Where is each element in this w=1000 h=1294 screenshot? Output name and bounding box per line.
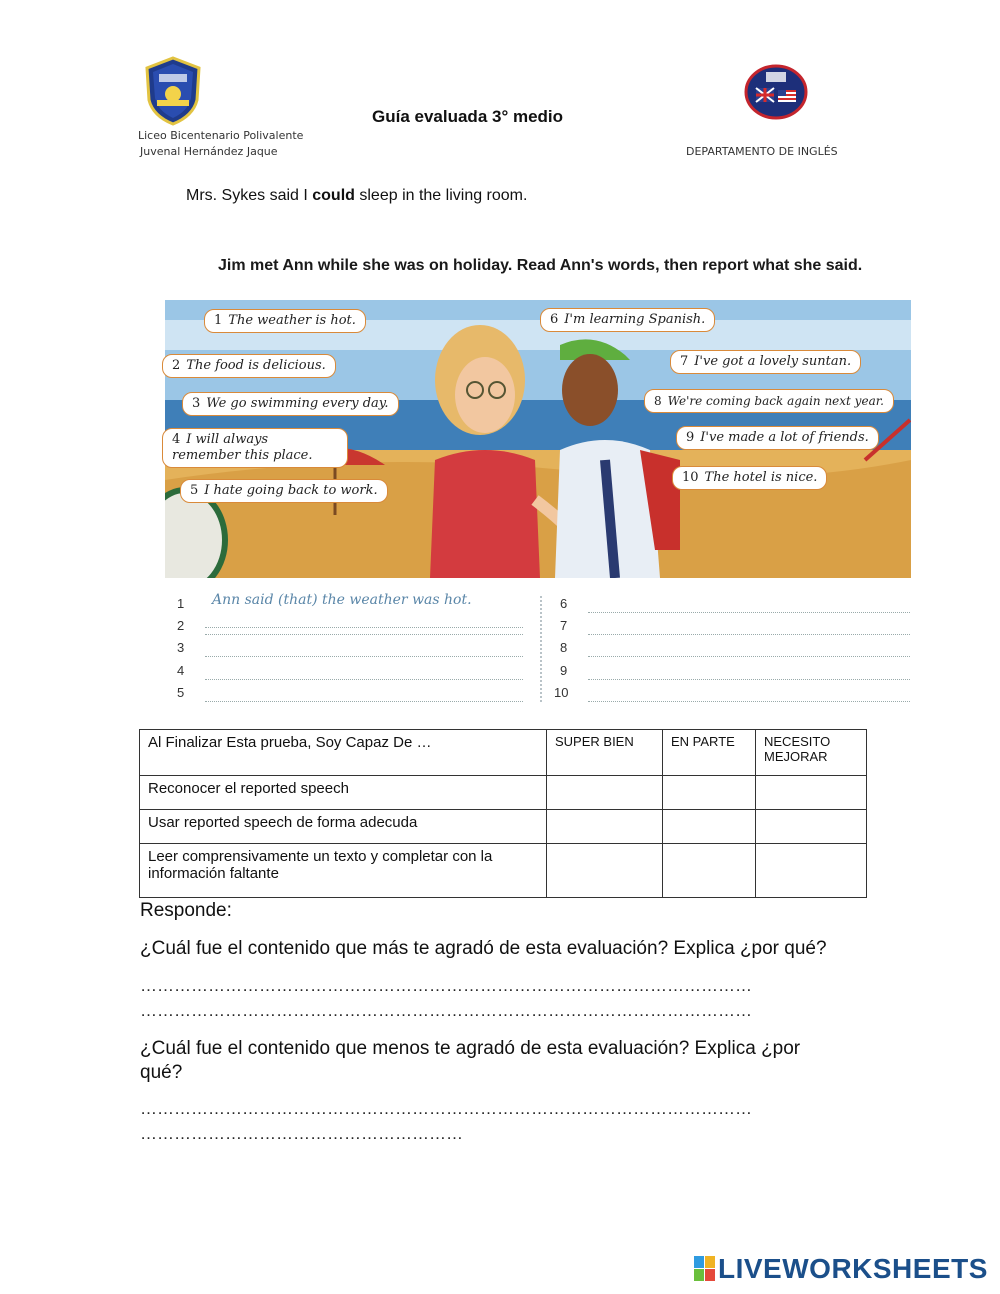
answer-line-2[interactable]	[205, 620, 523, 635]
table-row	[140, 810, 867, 844]
table-row	[140, 776, 867, 810]
example-answer: Ann said (that) the weather was hot.	[212, 592, 472, 608]
table-cell-skill: Leer comprensivamente un texto y completar con la información faltante	[140, 844, 547, 898]
bubble-text: We're coming back again next year.	[667, 394, 884, 408]
question-1: ¿Cuál fue el contenido que más te agradó de esta evaluación? Explica ¿por qué?	[140, 938, 827, 959]
answer-line-6[interactable]	[588, 598, 910, 613]
speech-bubble-5	[180, 479, 388, 503]
answer-number-4: 4	[177, 663, 185, 678]
answer-line-7[interactable]	[588, 620, 910, 635]
answer-number-10: 10	[554, 685, 569, 700]
bubble-number: 10	[682, 470, 699, 485]
table-row	[140, 844, 867, 898]
bubble-number: 1	[214, 313, 223, 328]
answer-line-3[interactable]	[205, 642, 523, 657]
speech-bubble-9	[676, 426, 879, 450]
answer-number-6: 6	[560, 596, 568, 611]
answer-line-4[interactable]	[205, 665, 523, 680]
bubble-text: The weather is hot.	[228, 313, 356, 328]
example-text-before: Mrs. Sykes said I	[186, 187, 313, 204]
table-cell-check[interactable]	[547, 776, 663, 810]
example-text-after: sleep in the living room.	[354, 187, 528, 204]
page-title: Guía evaluada 3° medio	[372, 107, 564, 126]
school-crest-logo	[143, 56, 203, 126]
school-name-line2: Juvenal Hernández Jaque	[140, 145, 278, 158]
speech-bubble-8	[644, 389, 894, 413]
self-evaluation-table	[139, 729, 867, 898]
bubble-text: I'm learning Spanish.	[564, 312, 706, 327]
table-cell-check[interactable]	[663, 776, 756, 810]
bubble-number: 8	[654, 394, 662, 408]
english-department-logo	[744, 64, 808, 120]
table-header-cell: NECESITO MEJORAR	[756, 730, 867, 776]
speech-bubble-6	[540, 308, 715, 332]
answer-dots-q1-line1[interactable]: ………………………………………………………………………………………………	[140, 976, 752, 995]
answer-number-7: 7	[560, 618, 568, 633]
bubble-number: 4	[172, 432, 181, 447]
table-cell-check[interactable]	[547, 810, 663, 844]
table-header-cell: SUPER BIEN	[547, 730, 663, 776]
answer-number-3: 3	[177, 640, 185, 655]
speech-bubble-1	[204, 309, 366, 333]
bubble-number: 2	[172, 358, 181, 373]
answer-number-1: 1	[177, 596, 185, 611]
table-cell-check[interactable]	[756, 776, 867, 810]
exercise-instruction: Jim met Ann while she was on holiday. Read Ann's words, then report what she said.	[218, 257, 863, 274]
bubble-text: I've got a lovely suntan.	[694, 354, 852, 369]
bubble-text: I've made a lot of friends.	[700, 430, 869, 445]
speech-bubble-10	[672, 466, 827, 490]
table-cell-skill: Reconocer el reported speech	[140, 776, 547, 810]
department-name: DEPARTAMENTO DE INGLÉS	[686, 145, 838, 158]
example-bold-word: could	[312, 187, 355, 204]
bubble-text: We go swimming every day.	[206, 396, 389, 411]
bubble-text: I will always remember this place.	[172, 432, 313, 463]
bubble-text: I hate going back to work.	[204, 483, 378, 498]
bubble-number: 6	[550, 312, 559, 327]
table-cell-check[interactable]	[663, 810, 756, 844]
answer-line-8[interactable]	[588, 642, 910, 657]
table-cell-check[interactable]	[756, 844, 867, 898]
answer-number-9: 9	[560, 663, 568, 678]
liveworksheets-brand: LIVEWORKSHEETS	[718, 1253, 988, 1284]
answer-dots-q2-line1[interactable]: ………………………………………………………………………………………………	[140, 1099, 752, 1118]
answer-dots-q1-line2[interactable]: ………………………………………………………………………………………………	[140, 1001, 752, 1020]
table-header-cell: Al Finalizar Esta prueba, Soy Capaz De …	[140, 730, 547, 776]
table-header-row	[140, 730, 867, 776]
bubble-number: 7	[680, 354, 689, 369]
answer-line-9[interactable]	[588, 665, 910, 680]
responses-label: Responde:	[140, 900, 232, 921]
answer-line-10[interactable]	[588, 687, 910, 702]
answer-dots-q2-line2[interactable]: …………………………………………………	[140, 1124, 463, 1143]
speech-bubble-7	[670, 350, 861, 374]
answer-line-5[interactable]	[205, 687, 523, 702]
table-cell-check[interactable]	[547, 844, 663, 898]
speech-bubble-4	[162, 428, 348, 468]
bubble-number: 3	[192, 396, 201, 411]
bubble-number: 5	[190, 483, 199, 498]
school-name-line1: Liceo Bicentenario Polivalente	[138, 129, 304, 142]
table-cell-skill: Usar reported speech de forma adecuda	[140, 810, 547, 844]
answer-number-5: 5	[177, 685, 185, 700]
speech-bubble-2	[162, 354, 336, 378]
answer-number-2: 2	[177, 618, 185, 633]
answer-number-8: 8	[560, 640, 568, 655]
table-cell-check[interactable]	[756, 810, 867, 844]
question-2: ¿Cuál fue el contenido que menos te agradó de esta evaluación? Explica ¿por qué?	[140, 1038, 801, 1083]
bubble-text: The hotel is nice.	[704, 470, 818, 485]
speech-bubble-3	[182, 392, 399, 416]
liveworksheets-icon	[694, 1256, 716, 1282]
table-header-cell: EN PARTE	[663, 730, 756, 776]
bubble-number: 9	[686, 430, 695, 445]
bubble-text: The food is delicious.	[186, 358, 326, 373]
table-cell-check[interactable]	[663, 844, 756, 898]
example-sentence	[186, 187, 527, 205]
answer-column-divider	[540, 596, 542, 702]
